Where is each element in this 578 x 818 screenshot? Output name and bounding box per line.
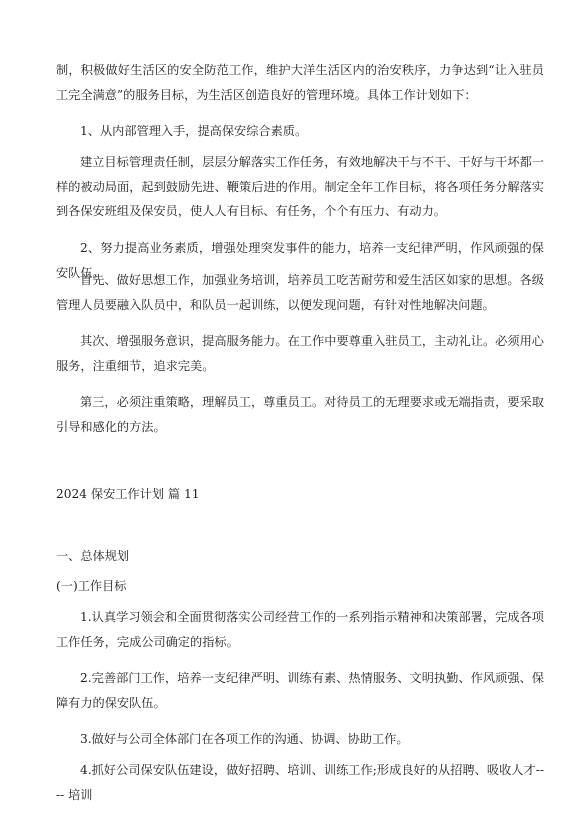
paragraph-third: 第三，必须注重策略，理解员工，尊重员工。对待员工的无理要求或无端指责，要采取引导和感化的方法。 xyxy=(56,395,544,434)
goal-item-1: 1.认真学习领会和全面贯彻落实公司经营工作的一系列指示精神和决策部署，完成各项工作任务，完成公司确定的指标。 xyxy=(56,610,544,649)
paragraph-first: 首先、做好思想工作，加强业务培训，培养员工吃苦耐劳和爱生活区如家的思想。各级管理人员要融入队员中，和队员一起训练，以便发现问题，有针对性地解决问题。 xyxy=(56,273,544,312)
paragraph-intro-continued: 制，积极做好生活区的安全防范工作，维护大洋生活区内的治安秩序，力争达到“让入驻员工完全满意”的服务目标，为生活区创造良好的管理环境。具体工作计划如下： xyxy=(56,63,544,102)
paragraph-item-1: 1、从内部管理入手，提高保安综合素质。 xyxy=(80,124,308,138)
goal-item-2: 2.完善部门工作，培养一支纪律严明、训练有素、热情服务、文明执勤、作风顽强、保障有力的保安队伍。 xyxy=(56,671,544,710)
heading-overall-plan: 一、总体规划 xyxy=(56,549,130,563)
paragraph-second: 其次、增强服务意识，提高服务能力。在工作中要尊重入驻员工，主动礼让。必须用心服务，注重细节，追求完美。 xyxy=(56,334,544,373)
goal-item-3: 3.做好与公司全体部门在各项工作的沟通、协调、协助工作。 xyxy=(80,732,409,746)
section-title: 2024 保安工作计划 篇 11 xyxy=(56,487,200,501)
paragraph-responsibility: 建立目标管理责任制，层层分解落实工作任务，有效地解决干与不干、干好与干坏都一样的被动局面，起到鼓励先进、鞭策后进的作用。制定全年工作目标，将各项任务分解落实到各保安班组及保安员，使人人有目标、有任务，个个有压力、有动力。 xyxy=(56,155,544,218)
goal-item-4: 4.抓好公司保安队伍建设，做好招聘、培训、训练工作;形成良好的从招聘、吸收人才---- 培训 xyxy=(56,763,544,802)
heading-work-goals: (一)工作目标 xyxy=(56,579,127,593)
paragraph-item-2: 2、努力提高业务素质，增强处理突发事件的能力，培养一支纪律严明，作风顽强的保安队伍。 xyxy=(56,241,544,280)
